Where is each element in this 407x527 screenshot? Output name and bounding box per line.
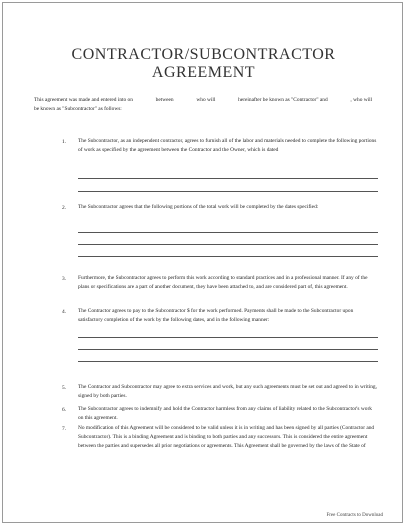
clause-number: 1.: [62, 139, 67, 145]
clause-text: The Subcontractor agrees to indemnify and hold the Contractor harmless from any claims of liability related to the Subcontractor's work on this agreement.: [78, 406, 372, 421]
clause-number: 4.: [62, 309, 67, 315]
intro-text: This agreement was made and entered into on: [34, 97, 133, 103]
intro-text: who will: [196, 97, 216, 103]
clause-text: The Subcontractor agrees that the following portions of the total work will be completed by the dates specified:: [78, 204, 319, 210]
clause-number: 2.: [62, 205, 67, 211]
clause-text: The Subcontractor, as an independent contractor, agrees to furnish all of the labor and materials needed to complete the following portions of work as specified by the agreement between the Contractor and the Owner, which is dated: [78, 138, 377, 153]
intro-text: as follows:: [98, 106, 122, 112]
blank-line: [78, 256, 378, 257]
document-title: CONTRACTOR/SUBCONTRACTOR: [71, 46, 336, 63]
blank-line: [78, 178, 378, 179]
clause-number: 5.: [62, 385, 67, 391]
intro-text: , who will be known as "Subcontractor": [34, 97, 373, 112]
clause-number: 7.: [62, 426, 67, 432]
blank-line: [78, 337, 378, 338]
blank-line: [78, 191, 378, 192]
intro-paragraph: [34, 96, 374, 114]
clause-number: 3.: [62, 276, 67, 282]
clause-text: The Contractor agrees to pay to the Subcontractor $ for the work performed. Payments shall be made to the Subcontractor upon satisfactory completion of the work by the following dates, and in the following manner:: [78, 308, 354, 323]
footer-credit: Free Contracts to Download: [326, 513, 383, 518]
blank-line: [78, 349, 378, 350]
clause-text: The Contractor and Subcontractor may agree to extra services and work, but any such agreements must be set out and agreed to in writing, signed by both parties.: [78, 384, 377, 399]
document-subtitle: AGREEMENT: [151, 64, 256, 81]
blank-line: [78, 232, 378, 233]
clause-text: No modification of this Agreement will be considered to be valid unless it is in writing and has been signed by all parties (Contractor and Subcontractor). This is a binding Agreement and is binding to both parties and any successors. This is considered the entire agreement between the parties and supersedes all prior negotiations or agreements. This Agreement shall be governed by the laws of the State of: [78, 425, 375, 449]
intro-text: between: [155, 97, 174, 103]
clause-text: Furthermore, the Subcontractor agrees to perform this work according to standard practices and in a professional manner. If any of the plans or specifications are a part of another document, they have been attached to, and are considered part of, this agreement.: [78, 275, 368, 290]
intro-text: hereinafter be known as "Contractor" and: [238, 97, 328, 103]
blank-line: [78, 244, 378, 245]
blank-line: [78, 361, 378, 362]
clause-number: 6.: [62, 407, 67, 413]
